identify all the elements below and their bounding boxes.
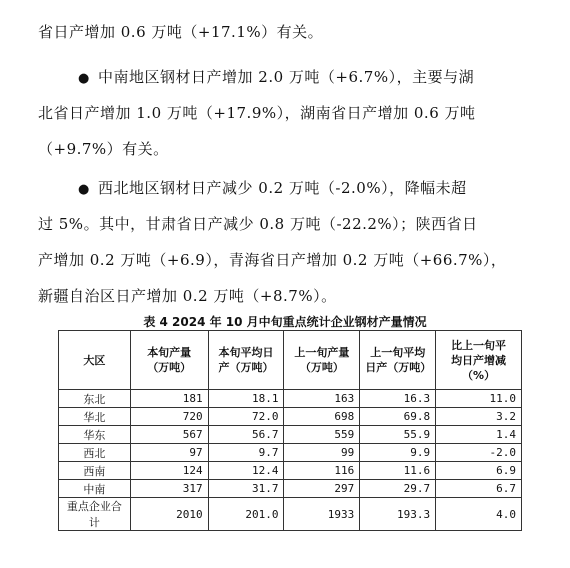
value-cell: 29.7 [360, 480, 436, 498]
value-cell: 56.7 [208, 426, 284, 444]
paragraph-line [38, 59, 538, 95]
value-cell: 11.0 [436, 390, 522, 408]
steel-production-table [58, 330, 522, 531]
value-cell: 3.2 [436, 408, 522, 426]
value-cell: 559 [284, 426, 360, 444]
table-row [59, 498, 522, 531]
table-caption: 表 4 2024 年 10 月中旬重点统计企业钢材产量情况 [143, 315, 427, 329]
table-row [59, 444, 522, 462]
paragraph-line: 省日产增加 0.6 万吨（+17.1%）有关。 [38, 23, 324, 41]
region-cell: 华东 [59, 426, 131, 444]
value-cell: 16.3 [360, 390, 436, 408]
value-cell: -2.0 [436, 444, 522, 462]
value-cell: 201.0 [208, 498, 284, 531]
value-cell: 1.4 [436, 426, 522, 444]
table-row [59, 408, 522, 426]
paragraph-2 [38, 59, 538, 167]
value-cell: 720 [130, 408, 208, 426]
value-cell: 193.3 [360, 498, 436, 531]
value-cell: 69.8 [360, 408, 436, 426]
value-cell: 181 [130, 390, 208, 408]
value-cell: 317 [130, 480, 208, 498]
value-cell: 9.7 [208, 444, 284, 462]
region-cell: 西北 [59, 444, 131, 462]
value-cell: 99 [284, 444, 360, 462]
value-cell: 55.9 [360, 426, 436, 444]
value-cell: 6.7 [436, 480, 522, 498]
bullet-icon: ● [78, 71, 90, 86]
value-cell: 97 [130, 444, 208, 462]
value-cell: 31.7 [208, 480, 284, 498]
column-header: 大区 [59, 331, 131, 390]
paragraph-text: 中南地区钢材日产增加 2.0 万吨（+6.7%），主要与湖 [98, 68, 475, 86]
column-header: 本旬平均日 产（万吨） [208, 331, 284, 390]
table-row [59, 390, 522, 408]
table-row [59, 426, 522, 444]
paragraph-line: 产增加 0.2 万吨（+6.9），青海省日产增加 0.2 万吨（+66.7%）， [38, 251, 507, 269]
table-row [59, 480, 522, 498]
value-cell: 116 [284, 462, 360, 480]
column-header: 比上一旬平 均日产增减 （%） [436, 331, 522, 390]
paragraph-text: 西北地区钢材日产减少 0.2 万吨（-2.0%），降幅未超 [98, 179, 467, 197]
paragraph-line: （+9.7%）有关。 [38, 140, 169, 158]
value-cell: 6.9 [436, 462, 522, 480]
value-cell: 567 [130, 426, 208, 444]
paragraph-line [38, 170, 538, 206]
value-cell: 2010 [130, 498, 208, 531]
region-cell: 重点企业合计 [59, 498, 131, 531]
table-body [59, 390, 522, 531]
value-cell: 11.6 [360, 462, 436, 480]
value-cell: 124 [130, 462, 208, 480]
paragraph-line: 新疆自治区日产增加 0.2 万吨（+8.7%）。 [38, 287, 337, 305]
value-cell: 698 [284, 408, 360, 426]
column-header: 上一旬产量 （万吨） [284, 331, 360, 390]
value-cell: 9.9 [360, 444, 436, 462]
value-cell: 12.4 [208, 462, 284, 480]
region-cell: 西南 [59, 462, 131, 480]
value-cell: 4.0 [436, 498, 522, 531]
value-cell: 297 [284, 480, 360, 498]
column-header: 本旬产量 （万吨） [130, 331, 208, 390]
value-cell: 72.0 [208, 408, 284, 426]
region-cell: 东北 [59, 390, 131, 408]
paragraph-1 [38, 14, 538, 50]
value-cell: 18.1 [208, 390, 284, 408]
bullet-icon: ● [78, 182, 90, 197]
value-cell: 1933 [284, 498, 360, 531]
region-cell: 中南 [59, 480, 131, 498]
value-cell: 163 [284, 390, 360, 408]
paragraph-line: 北省日产增加 1.0 万吨（+17.9%），湖南省日产增加 0.6 万吨 [38, 104, 476, 122]
paragraph-3 [38, 170, 538, 314]
region-cell: 华北 [59, 408, 131, 426]
column-header: 上一旬平均 日产（万吨） [360, 331, 436, 390]
paragraph-line: 过 5%。其中，甘肃省日产减少 0.8 万吨（-22.2%）；陕西省日 [38, 215, 478, 233]
table-header-row [59, 331, 522, 390]
table-row [59, 462, 522, 480]
